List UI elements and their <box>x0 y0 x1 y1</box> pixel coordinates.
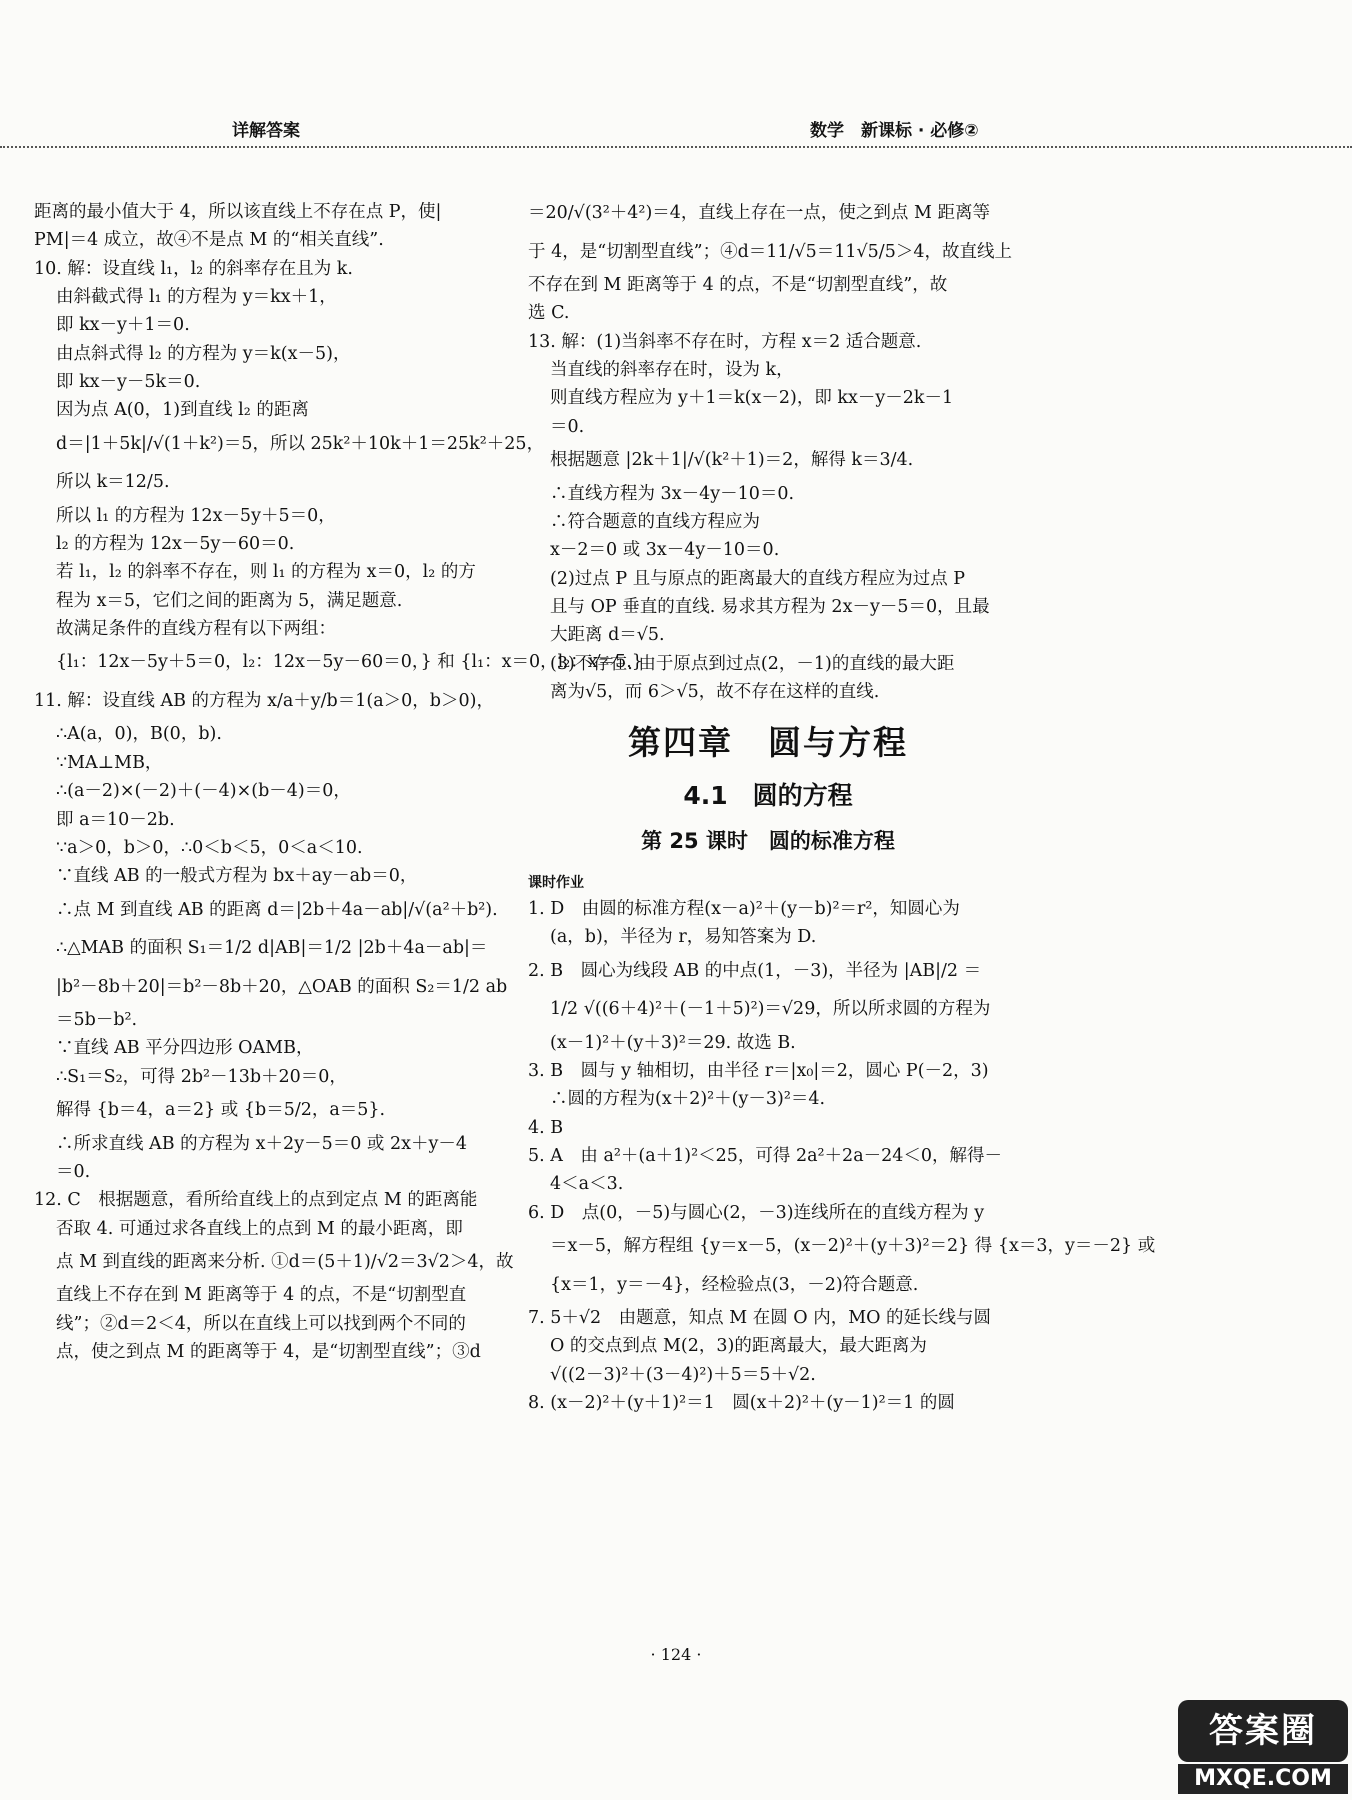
answer-8: 8. (x－2)²＋(y＋1)²＝1 圆(x＋2)²＋(y－1)²＝1 的圆 <box>528 1393 955 1414</box>
header-left: 详解答案 <box>232 121 300 141</box>
text-line: ＝0. <box>56 1161 91 1182</box>
formula-line: d＝|1＋5k|/√(1＋k²)＝5，所以 25k²＋10k＋1＝25k²＋25， <box>56 433 545 454</box>
text-line: 则直线方程应为 y＋1＝k(x－2)，即 kx－y－2k－1 <box>550 388 954 409</box>
text-line: 故满足条件的直线方程有以下两组： <box>56 619 336 640</box>
text-line: 程为 x＝5，它们之间的距离为 5，满足题意. <box>56 590 403 611</box>
answer-3: 3. B 圆与 y 轴相切，由半径 r＝|x₀|＝2，圆心 P(－2，3) <box>528 1060 989 1081</box>
text-line: (x－1)²＋(y＋3)²＝29. 故选 B. <box>550 1032 796 1053</box>
text-line: ∵a＞0，b＞0，∴0＜b＜5，0＜a＜10. <box>56 837 363 858</box>
watermark-logo-text: 答案圈 <box>1178 1700 1348 1762</box>
text-line: 4＜a＜3. <box>550 1174 624 1195</box>
formula-line: ∴点 M 到直线 AB 的距离 d＝|2b＋4a－ab|/√(a²＋b²). <box>56 899 498 920</box>
text-line: 直线上不存在到 M 距离等于 4 的点，不是“切割型直 <box>56 1285 467 1306</box>
text-line: l₂ 的方程为 12x－5y－60＝0. <box>56 534 295 555</box>
text-line: ∴所求直线 AB 的方程为 x＋2y－5＝0 或 2x＋y－4 <box>56 1133 467 1154</box>
text-line: 即 a＝10－2b. <box>56 809 175 830</box>
text-line: ∴圆的方程为(x＋2)²＋(y－3)²＝4. <box>550 1089 826 1110</box>
text-line: x－2＝0 或 3x－4y－10＝0. <box>550 540 780 561</box>
formula-line: ＝x－5，解方程组 {y＝x－5，(x－2)²＋(y＋3)²＝2} 得 {x＝3，y＝－2} 或 <box>550 1236 1156 1257</box>
answer-12: 12. C 根据题意，看所给直线上的点到定点 M 的距离能 <box>34 1190 478 1211</box>
text-line: 若 l₁，l₂ 的斜率不存在，则 l₁ 的方程为 x＝0，l₂ 的方 <box>56 562 476 583</box>
formula-line: 1/2 √((6＋4)²＋(－1＋5)²)＝√29，所以所求圆的方程为 <box>550 999 991 1020</box>
answer-1: 1. D 由圆的标准方程(x－a)²＋(y－b)²＝r²，知圆心为 <box>528 898 960 919</box>
text-line: 即 kx－y－5k＝0. <box>56 372 201 393</box>
text-line: ＝5b－b². <box>56 1010 138 1031</box>
answer-11: 11. 解：设直线 AB 的方程为 x/a＋y/b＝1(a＞0，b＞0)， <box>34 690 494 711</box>
watermark-logo <box>1178 1700 1348 1796</box>
text-line: 且与 OP 垂直的直线. 易求其方程为 2x－y－5＝0，且最 <box>550 596 990 617</box>
formula-line: |b²－8b＋20|＝b²－8b＋20，△OAB 的面积 S₂＝1/2 ab <box>56 976 508 997</box>
text-line: 当直线的斜率存在时，设为 k， <box>550 360 794 381</box>
lesson-title: 第 25 课时 圆的标准方程 <box>641 829 895 854</box>
text-line: ∵直线 AB 平分四边形 OAMB， <box>56 1038 314 1059</box>
text-line: 距离的最小值大于 4，所以该直线上不存在点 P，使| <box>34 202 442 222</box>
formula-line: {x＝1，y＝－4}，经检验点(3，－2)符合题意. <box>550 1274 919 1295</box>
page-number: · 124 · <box>650 1645 702 1664</box>
text-line: (2)过点 P 且与原点的距离最大的直线方程应为过点 P <box>550 568 966 589</box>
right-column <box>528 194 1156 1417</box>
text-line: 线”；②d＝2＜4，所以在直线上可以找到两个不同的 <box>56 1313 466 1334</box>
text-line: ∴S₁＝S₂，可得 2b²－13b＋20＝0， <box>56 1066 347 1087</box>
formula-line: 于 4，是“切割型直线”；④d＝11/√5＝11√5/5＞4，故直线上 <box>528 241 1012 262</box>
answer-2: 2. B 圆心为线段 AB 的中点(1，－3)，半径为 |AB|/2 ＝ <box>528 960 982 981</box>
text-line: ∵MA⊥MB， <box>56 752 163 773</box>
formula-line: 解得 {b＝4，a＝2} 或 {b＝5/2，a＝5}. <box>56 1100 386 1121</box>
watermark-url: MXQE.COM <box>1178 1764 1348 1794</box>
text-line: 因为点 A(0，1)到直线 l₂ 的距离 <box>56 400 309 421</box>
header-rule <box>0 146 1352 148</box>
text-line: 否取 4. 可通过求各直线上的点到 M 的最小距离，即 <box>56 1218 463 1239</box>
text-line: 离为√5，而 6＞√5，故不存在这样的直线. <box>550 681 880 702</box>
text-line: 所以 l₁ 的方程为 12x－5y＋5＝0， <box>56 505 336 526</box>
text-line: ∴(a－2)×(－2)＋(－4)×(b－4)＝0， <box>56 781 351 802</box>
text-line: ∴直线方程为 3x－4y－10＝0. <box>550 483 795 504</box>
answer-6: 6. D 点(0，－5)与圆心(2，－3)连线所在的直线方程为 y <box>528 1202 985 1223</box>
text-line: 点，使之到点 M 的距离等于 4，是“切割型直线”；③d <box>56 1342 481 1363</box>
text-line: ∴A(a，0)，B(0，b). <box>56 724 222 745</box>
text-line: 即 kx－y＋1＝0. <box>56 315 190 336</box>
header-right: 数学 新课标 · 必修② <box>810 121 979 141</box>
text-line: (3)不存在. 由于原点到过点(2，－1)的直线的最大距 <box>550 653 955 674</box>
answer-5: 5. A 由 a²＋(a＋1)²＜25，可得 2a²＋2a－24＜0，解得－ <box>528 1146 1003 1167</box>
formula-line: {l₁：12x－5y＋5＝0，l₂：12x－5y－60＝0，} 和 {l₁：x＝0，l₂：x＝5.} <box>56 652 643 673</box>
answer-10: 10. 解：设直线 l₁，l₂ 的斜率存在且为 k. <box>34 258 353 279</box>
formula-line: ＝20/√(3²＋4²)＝4，直线上存在一点，使之到点 M 距离等 <box>528 203 990 223</box>
text-line: 选 C. <box>528 303 570 324</box>
text-line: 大距离 d＝√5. <box>550 625 665 646</box>
formula-line: 所以 k＝12/5. <box>56 472 170 493</box>
chapter-title: 第四章 圆与方程 <box>628 723 908 763</box>
text-line: O 的交点到点 M(2，3)的距离最大，最大距离为 <box>550 1336 927 1357</box>
text-line: ∵直线 AB 的一般式方程为 bx＋ay－ab＝0， <box>56 866 418 887</box>
answer-7: 7. 5＋√2 由题意，知点 M 在圆 O 内，MO 的延长线与圆 <box>528 1308 992 1329</box>
text-line: 由斜截式得 l₁ 的方程为 y＝kx＋1， <box>56 287 337 308</box>
text-line: ∴符合题意的直线方程应为 <box>550 511 760 532</box>
formula-line: ∴△MAB 的面积 S₁＝1/2 d|AB|＝1/2 |2b＋4a－ab|＝ <box>56 938 488 959</box>
text-line: PM|＝4 成立，故④不是点 M 的“相关直线”. <box>34 230 384 251</box>
text-line: 不存在到 M 距离等于 4 的点，不是“切割型直线”，故 <box>528 275 948 295</box>
section-title: 4.1 圆的方程 <box>683 780 853 810</box>
text-line: (a，b)，半径为 r，易知答案为 D. <box>550 927 817 948</box>
formula-line: 根据题意 |2k＋1|/√(k²＋1)＝2，解得 k＝3/4. <box>550 450 914 471</box>
page-header <box>0 0 1352 150</box>
answer-4: 4. B <box>528 1117 564 1138</box>
formula-line: √((2－3)²＋(3－4)²)＋5＝5＋√2. <box>550 1364 816 1385</box>
answer-13: 13. 解：(1)当斜率不存在时，方程 x＝2 适合题意. <box>528 331 922 352</box>
text-line: ＝0. <box>550 416 585 437</box>
subheading: 课时作业 <box>528 875 584 892</box>
text-line: 由点斜式得 l₂ 的方程为 y＝k(x－5)， <box>56 343 351 364</box>
formula-line: 点 M 到直线的距离来分析. ①d＝(5＋1)/√2＝3√2＞4，故 <box>56 1251 514 1272</box>
